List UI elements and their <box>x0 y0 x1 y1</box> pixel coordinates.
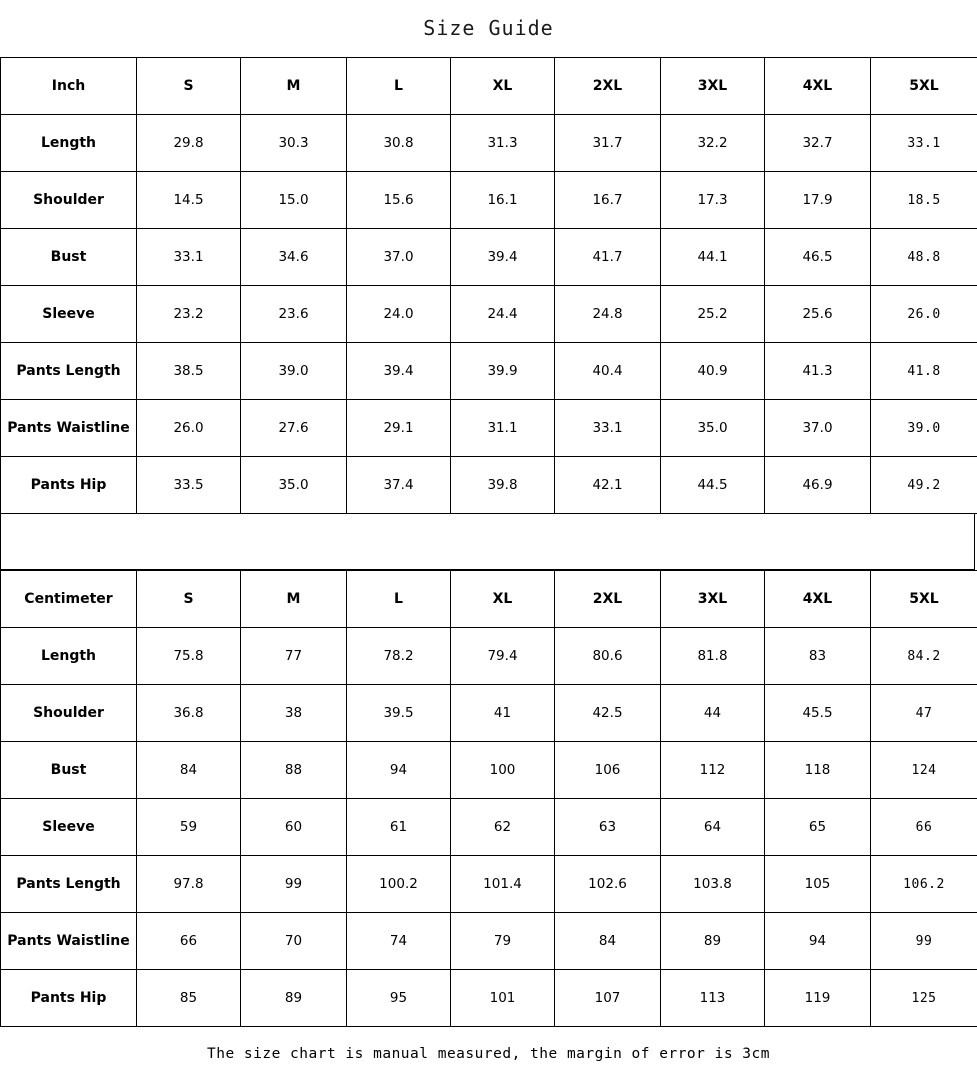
measure-label-length: Length <box>1 115 137 172</box>
cell: 94 <box>347 742 451 799</box>
cell: 99 <box>871 913 977 970</box>
cell: 17.3 <box>661 172 765 229</box>
cell: 30.8 <box>347 115 451 172</box>
cell: 38.5 <box>137 343 241 400</box>
cell: 66 <box>871 799 977 856</box>
cell: 26.0 <box>871 286 977 343</box>
cell: 64 <box>661 799 765 856</box>
cell: 74 <box>347 913 451 970</box>
table-row <box>1 400 977 457</box>
cell: 36.8 <box>137 685 241 742</box>
cell: 29.1 <box>347 400 451 457</box>
cell: 37.4 <box>347 457 451 514</box>
size-header-m: M <box>241 58 347 115</box>
cell: 80.6 <box>555 628 661 685</box>
measure-label-pants-waistline: Pants Waistline <box>1 400 137 457</box>
cell: 44 <box>661 685 765 742</box>
measure-label-sleeve: Sleeve <box>1 799 137 856</box>
cell: 89 <box>661 913 765 970</box>
cell: 75.8 <box>137 628 241 685</box>
cell: 65 <box>765 799 871 856</box>
cell: 118 <box>765 742 871 799</box>
cell: 39.0 <box>871 400 977 457</box>
measure-label-bust: Bust <box>1 229 137 286</box>
cell: 47 <box>871 685 977 742</box>
table-header-row <box>1 571 977 628</box>
cell: 30.3 <box>241 115 347 172</box>
size-header-2xl: 2XL <box>555 571 661 628</box>
cell: 83 <box>765 628 871 685</box>
cell: 29.8 <box>137 115 241 172</box>
cell: 41.8 <box>871 343 977 400</box>
cell: 42.1 <box>555 457 661 514</box>
cell: 32.7 <box>765 115 871 172</box>
table-row <box>1 229 977 286</box>
cell: 39.0 <box>241 343 347 400</box>
cell: 40.4 <box>555 343 661 400</box>
centimeter-table-body <box>1 571 977 1027</box>
cell: 40.9 <box>661 343 765 400</box>
cell: 35.0 <box>661 400 765 457</box>
cell: 33.1 <box>555 400 661 457</box>
cell: 124 <box>871 742 977 799</box>
cell: 106.2 <box>871 856 977 913</box>
table-header-row <box>1 58 977 115</box>
cell: 31.3 <box>451 115 555 172</box>
cell: 60 <box>241 799 347 856</box>
cell: 63 <box>555 799 661 856</box>
size-header-4xl: 4XL <box>765 571 871 628</box>
cell: 100 <box>451 742 555 799</box>
measurement-note: The size chart is manual measured, the margin of error is 3cm <box>0 1027 977 1082</box>
unit-label: Centimeter <box>1 571 137 628</box>
cell: 66 <box>137 913 241 970</box>
cell: 16.7 <box>555 172 661 229</box>
cell: 44.1 <box>661 229 765 286</box>
cell: 44.5 <box>661 457 765 514</box>
table-row <box>1 970 977 1027</box>
measure-label-pants-length: Pants Length <box>1 856 137 913</box>
cell: 25.6 <box>765 286 871 343</box>
cell: 81.8 <box>661 628 765 685</box>
cell: 34.6 <box>241 229 347 286</box>
measure-label-length: Length <box>1 628 137 685</box>
measure-label-shoulder: Shoulder <box>1 685 137 742</box>
cell: 37.0 <box>347 229 451 286</box>
cell: 33.5 <box>137 457 241 514</box>
size-header-l: L <box>347 58 451 115</box>
cell: 45.5 <box>765 685 871 742</box>
table-row <box>1 115 977 172</box>
cell: 24.0 <box>347 286 451 343</box>
cell: 102.6 <box>555 856 661 913</box>
cell: 105 <box>765 856 871 913</box>
measure-label-bust: Bust <box>1 742 137 799</box>
table-row <box>1 172 977 229</box>
cell: 37.0 <box>765 400 871 457</box>
table-row <box>1 286 977 343</box>
size-header-l: L <box>347 571 451 628</box>
cell: 84 <box>555 913 661 970</box>
measure-label-pants-length: Pants Length <box>1 343 137 400</box>
cell: 79 <box>451 913 555 970</box>
cell: 31.1 <box>451 400 555 457</box>
table-row <box>1 343 977 400</box>
cell: 88 <box>241 742 347 799</box>
cell: 39.4 <box>451 229 555 286</box>
cell: 89 <box>241 970 347 1027</box>
cell: 49.2 <box>871 457 977 514</box>
cell: 17.9 <box>765 172 871 229</box>
cell: 31.7 <box>555 115 661 172</box>
cell: 24.4 <box>451 286 555 343</box>
cell: 100.2 <box>347 856 451 913</box>
cell: 18.5 <box>871 172 977 229</box>
cell: 113 <box>661 970 765 1027</box>
cell: 84 <box>137 742 241 799</box>
cell: 32.2 <box>661 115 765 172</box>
cell: 41.7 <box>555 229 661 286</box>
table-row <box>1 685 977 742</box>
measure-label-pants-hip: Pants Hip <box>1 457 137 514</box>
cell: 46.9 <box>765 457 871 514</box>
measure-label-pants-hip: Pants Hip <box>1 970 137 1027</box>
size-header-3xl: 3XL <box>661 58 765 115</box>
table-row <box>1 856 977 913</box>
cell: 39.8 <box>451 457 555 514</box>
table-row <box>1 913 977 970</box>
cell: 42.5 <box>555 685 661 742</box>
cell: 78.2 <box>347 628 451 685</box>
cell: 23.6 <box>241 286 347 343</box>
table-separator <box>0 514 975 570</box>
cell: 23.2 <box>137 286 241 343</box>
size-header-m: M <box>241 571 347 628</box>
cell: 15.6 <box>347 172 451 229</box>
cell: 103.8 <box>661 856 765 913</box>
cell: 106 <box>555 742 661 799</box>
cell: 41.3 <box>765 343 871 400</box>
size-header-5xl: 5XL <box>871 571 977 628</box>
table-row <box>1 457 977 514</box>
cell: 16.1 <box>451 172 555 229</box>
size-table-centimeter <box>0 570 977 1027</box>
size-header-xl: XL <box>451 58 555 115</box>
size-header-5xl: 5XL <box>871 58 977 115</box>
cell: 38 <box>241 685 347 742</box>
table-row <box>1 742 977 799</box>
cell: 61 <box>347 799 451 856</box>
cell: 39.9 <box>451 343 555 400</box>
cell: 26.0 <box>137 400 241 457</box>
cell: 39.4 <box>347 343 451 400</box>
cell: 85 <box>137 970 241 1027</box>
cell: 33.1 <box>871 115 977 172</box>
measure-label-sleeve: Sleeve <box>1 286 137 343</box>
cell: 33.1 <box>137 229 241 286</box>
cell: 97.8 <box>137 856 241 913</box>
cell: 77 <box>241 628 347 685</box>
cell: 101 <box>451 970 555 1027</box>
cell: 24.8 <box>555 286 661 343</box>
cell: 39.5 <box>347 685 451 742</box>
cell: 70 <box>241 913 347 970</box>
cell: 84.2 <box>871 628 977 685</box>
cell: 59 <box>137 799 241 856</box>
inch-table-body <box>1 58 977 514</box>
unit-label: Inch <box>1 58 137 115</box>
cell: 107 <box>555 970 661 1027</box>
cell: 62 <box>451 799 555 856</box>
size-table-inch <box>0 57 977 514</box>
cell: 14.5 <box>137 172 241 229</box>
size-header-3xl: 3XL <box>661 571 765 628</box>
measure-label-shoulder: Shoulder <box>1 172 137 229</box>
table-row <box>1 799 977 856</box>
measure-label-pants-waistline: Pants Waistline <box>1 913 137 970</box>
cell: 99 <box>241 856 347 913</box>
cell: 125 <box>871 970 977 1027</box>
cell: 94 <box>765 913 871 970</box>
cell: 15.0 <box>241 172 347 229</box>
size-header-2xl: 2XL <box>555 58 661 115</box>
size-header-4xl: 4XL <box>765 58 871 115</box>
cell: 95 <box>347 970 451 1027</box>
size-header-s: S <box>137 58 241 115</box>
cell: 25.2 <box>661 286 765 343</box>
cell: 48.8 <box>871 229 977 286</box>
cell: 119 <box>765 970 871 1027</box>
cell: 41 <box>451 685 555 742</box>
table-row <box>1 628 977 685</box>
cell: 112 <box>661 742 765 799</box>
cell: 101.4 <box>451 856 555 913</box>
size-header-xl: XL <box>451 571 555 628</box>
cell: 46.5 <box>765 229 871 286</box>
cell: 27.6 <box>241 400 347 457</box>
cell: 35.0 <box>241 457 347 514</box>
size-header-s: S <box>137 571 241 628</box>
page-title: Size Guide <box>0 0 977 57</box>
cell: 79.4 <box>451 628 555 685</box>
